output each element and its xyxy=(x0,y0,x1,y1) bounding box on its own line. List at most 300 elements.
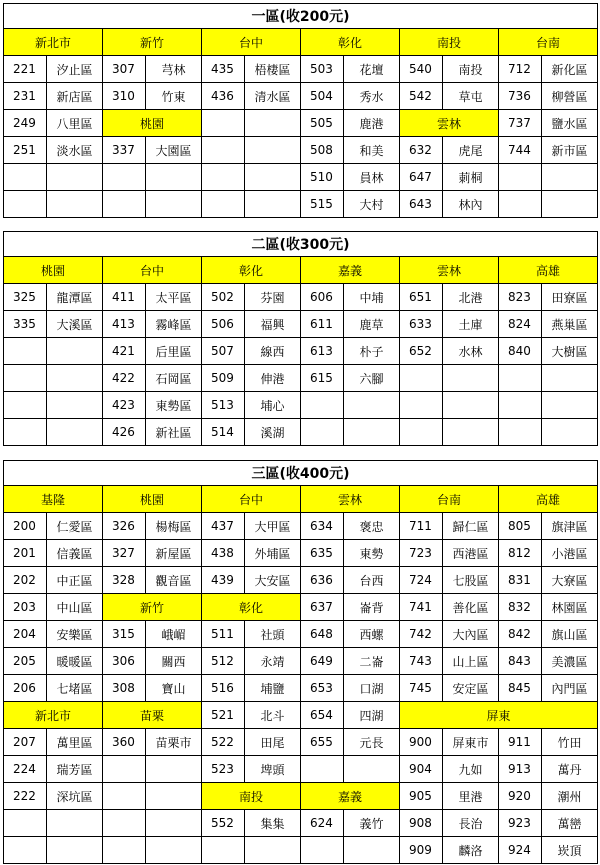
postal-code-cell: 624 xyxy=(301,810,344,837)
postal-code-cell xyxy=(103,164,146,191)
district-name-cell: 太平區 xyxy=(146,284,202,311)
district-name-cell xyxy=(344,419,400,446)
postal-code-cell: 222 xyxy=(4,783,47,810)
postal-code-cell: 723 xyxy=(400,540,443,567)
district-name-cell xyxy=(344,756,400,783)
district-name-cell: 中正區 xyxy=(47,567,103,594)
district-name-cell: 楊梅區 xyxy=(146,513,202,540)
district-name-cell: 屏東市 xyxy=(443,729,499,756)
postal-code-cell: 632 xyxy=(400,137,443,164)
zone-title: 一區(收200元) xyxy=(4,4,598,29)
district-name-cell: 大樹區 xyxy=(542,338,598,365)
district-name-cell: 新店區 xyxy=(47,83,103,110)
district-name-cell xyxy=(542,164,598,191)
postal-code-cell: 712 xyxy=(499,56,542,83)
district-name-cell xyxy=(146,164,202,191)
district-name-cell: 新市區 xyxy=(542,137,598,164)
postal-code-cell xyxy=(4,338,47,365)
postal-code-cell xyxy=(103,191,146,218)
postal-code-cell xyxy=(499,419,542,446)
table-row xyxy=(4,284,598,311)
district-name-cell: 旗津區 xyxy=(542,513,598,540)
district-name-cell: 鹿港 xyxy=(344,110,400,137)
postal-code-cell xyxy=(103,810,146,837)
district-name-cell: 和美 xyxy=(344,137,400,164)
postal-code-cell: 423 xyxy=(103,392,146,419)
city-header: 南投 xyxy=(202,783,301,810)
district-name-cell: 后里區 xyxy=(146,338,202,365)
postal-code-cell: 615 xyxy=(301,365,344,392)
postal-code-cell: 652 xyxy=(400,338,443,365)
postal-code-cell: 923 xyxy=(499,810,542,837)
district-name-cell: 清水區 xyxy=(245,83,301,110)
district-name-cell: 社頭 xyxy=(245,621,301,648)
postal-code-cell: 653 xyxy=(301,675,344,702)
district-name-cell: 里港 xyxy=(443,783,499,810)
district-name-cell: 鹿草 xyxy=(344,311,400,338)
postal-code-cell: 511 xyxy=(202,621,245,648)
district-name-cell: 觀音區 xyxy=(146,567,202,594)
postal-code-cell: 337 xyxy=(103,137,146,164)
postal-code-cell xyxy=(202,164,245,191)
district-name-cell xyxy=(47,164,103,191)
postal-code-cell: 506 xyxy=(202,311,245,338)
city-header: 高雄 xyxy=(499,257,598,284)
city-header: 台中 xyxy=(202,29,301,56)
district-name-cell: 林園區 xyxy=(542,594,598,621)
district-name-cell: 竹田 xyxy=(542,729,598,756)
table-row xyxy=(4,513,598,540)
postal-code-cell: 636 xyxy=(301,567,344,594)
district-name-cell: 安樂區 xyxy=(47,621,103,648)
postal-code-cell: 422 xyxy=(103,365,146,392)
city-header: 台中 xyxy=(103,257,202,284)
district-name-cell: 溪湖 xyxy=(245,419,301,446)
postal-code-cell: 421 xyxy=(103,338,146,365)
district-name-cell xyxy=(47,392,103,419)
district-name-cell: 梧棲區 xyxy=(245,56,301,83)
postal-code-cell: 335 xyxy=(4,311,47,338)
district-name-cell xyxy=(542,365,598,392)
district-name-cell xyxy=(542,392,598,419)
postal-code-cell xyxy=(202,110,245,137)
postal-code-cell: 513 xyxy=(202,392,245,419)
district-name-cell: 麟洛 xyxy=(443,837,499,864)
postal-code-cell xyxy=(499,365,542,392)
district-name-cell: 東勢 xyxy=(344,540,400,567)
postal-code-cell: 649 xyxy=(301,648,344,675)
postal-code-cell: 742 xyxy=(400,621,443,648)
district-name-cell xyxy=(47,419,103,446)
postal-code-cell: 824 xyxy=(499,311,542,338)
table-row xyxy=(4,621,598,648)
district-name-cell xyxy=(146,783,202,810)
postal-code-cell xyxy=(4,837,47,864)
district-name-cell xyxy=(344,392,400,419)
postal-code-cell: 435 xyxy=(202,56,245,83)
postal-code-cell: 504 xyxy=(301,83,344,110)
district-name-cell xyxy=(146,810,202,837)
city-header: 桃園 xyxy=(103,110,202,137)
postal-code-cell: 221 xyxy=(4,56,47,83)
postal-code-cell: 812 xyxy=(499,540,542,567)
district-name-cell: 土庫 xyxy=(443,311,499,338)
district-name-cell xyxy=(146,756,202,783)
postal-code-cell xyxy=(103,837,146,864)
postal-code-cell: 522 xyxy=(202,729,245,756)
district-name-cell: 二崙 xyxy=(344,648,400,675)
district-name-cell: 大內區 xyxy=(443,621,499,648)
city-header: 台南 xyxy=(400,486,499,513)
district-name-cell: 柳營區 xyxy=(542,83,598,110)
postal-code-cell: 736 xyxy=(499,83,542,110)
district-name-cell: 霧峰區 xyxy=(146,311,202,338)
postal-code-cell: 249 xyxy=(4,110,47,137)
postal-code-cell: 437 xyxy=(202,513,245,540)
district-name-cell: 中山區 xyxy=(47,594,103,621)
postal-code-cell: 413 xyxy=(103,311,146,338)
postal-code-cell: 326 xyxy=(103,513,146,540)
district-name-cell: 中埔 xyxy=(344,284,400,311)
district-name-cell: 汐止區 xyxy=(47,56,103,83)
city-header: 苗栗 xyxy=(103,702,202,729)
district-name-cell xyxy=(443,419,499,446)
postal-code-cell: 202 xyxy=(4,567,47,594)
postal-code-cell: 737 xyxy=(499,110,542,137)
postal-code-cell: 251 xyxy=(4,137,47,164)
postal-code-cell: 842 xyxy=(499,621,542,648)
postal-code-cell: 203 xyxy=(4,594,47,621)
postal-code-cell: 328 xyxy=(103,567,146,594)
district-name-cell: 永靖 xyxy=(245,648,301,675)
postal-code-cell: 510 xyxy=(301,164,344,191)
postal-code-cell: 503 xyxy=(301,56,344,83)
district-name-cell xyxy=(47,338,103,365)
district-name-cell: 元長 xyxy=(344,729,400,756)
district-name-cell: 朴子 xyxy=(344,338,400,365)
postal-code-cell: 606 xyxy=(301,284,344,311)
postal-code-cell: 438 xyxy=(202,540,245,567)
postal-code-cell xyxy=(400,392,443,419)
city-header: 新竹 xyxy=(103,29,202,56)
city-header: 桃園 xyxy=(4,257,103,284)
district-name-cell: 水林 xyxy=(443,338,499,365)
city-header: 新竹 xyxy=(103,594,202,621)
postal-code-cell: 310 xyxy=(103,83,146,110)
district-name-cell: 安定區 xyxy=(443,675,499,702)
district-name-cell: 台西 xyxy=(344,567,400,594)
postal-code-cell xyxy=(4,810,47,837)
district-name-cell xyxy=(47,365,103,392)
postal-code-cell: 843 xyxy=(499,648,542,675)
postal-code-cell: 911 xyxy=(499,729,542,756)
district-name-cell: 燕巢區 xyxy=(542,311,598,338)
table-row xyxy=(4,675,598,702)
table-row xyxy=(4,29,598,56)
postal-code-cell: 308 xyxy=(103,675,146,702)
district-name-cell: 萬丹 xyxy=(542,756,598,783)
district-name-cell: 六腳 xyxy=(344,365,400,392)
postal-code-cell: 436 xyxy=(202,83,245,110)
city-header: 台南 xyxy=(499,29,598,56)
city-header: 嘉義 xyxy=(301,257,400,284)
district-name-cell: 竹東 xyxy=(146,83,202,110)
postal-code-cell: 904 xyxy=(400,756,443,783)
district-name-cell: 七堵區 xyxy=(47,675,103,702)
zone-2-table xyxy=(3,231,598,446)
table-row xyxy=(4,164,598,191)
postal-code-cell xyxy=(202,837,245,864)
district-name-cell xyxy=(245,164,301,191)
zone-3-table xyxy=(3,460,598,864)
city-header: 雲林 xyxy=(400,110,499,137)
table-row xyxy=(4,257,598,284)
postal-code-cell xyxy=(4,365,47,392)
table-row xyxy=(4,783,598,810)
postal-code-cell xyxy=(4,419,47,446)
city-header: 台中 xyxy=(202,486,301,513)
city-header: 彰化 xyxy=(202,257,301,284)
postal-code-cell: 633 xyxy=(400,311,443,338)
district-name-cell: 線西 xyxy=(245,338,301,365)
district-name-cell: 暖暖區 xyxy=(47,648,103,675)
table-row xyxy=(4,392,598,419)
city-header: 桃園 xyxy=(103,486,202,513)
postal-code-cell: 523 xyxy=(202,756,245,783)
postal-code-cell: 647 xyxy=(400,164,443,191)
postal-code-cell: 552 xyxy=(202,810,245,837)
district-name-cell: 歸仁區 xyxy=(443,513,499,540)
postal-code-cell: 905 xyxy=(400,783,443,810)
postal-code-cell xyxy=(301,419,344,446)
table-row xyxy=(4,540,598,567)
city-header: 新北市 xyxy=(4,702,103,729)
postal-code-cell: 920 xyxy=(499,783,542,810)
district-name-cell: 北港 xyxy=(443,284,499,311)
city-header: 彰化 xyxy=(301,29,400,56)
district-name-cell: 九如 xyxy=(443,756,499,783)
postal-code-cell: 512 xyxy=(202,648,245,675)
district-name-cell: 七股區 xyxy=(443,567,499,594)
table-row xyxy=(4,83,598,110)
postal-code-cell: 845 xyxy=(499,675,542,702)
district-name-cell: 寶山 xyxy=(146,675,202,702)
district-name-cell: 瑞芳區 xyxy=(47,756,103,783)
postal-code-cell: 724 xyxy=(400,567,443,594)
district-name-cell: 外埔區 xyxy=(245,540,301,567)
table-row xyxy=(4,702,598,729)
postal-code-cell xyxy=(103,756,146,783)
zone-title: 二區(收300元) xyxy=(4,232,598,257)
district-name-cell: 田尾 xyxy=(245,729,301,756)
postal-code-cell xyxy=(301,837,344,864)
district-name-cell: 新社區 xyxy=(146,419,202,446)
city-header: 嘉義 xyxy=(301,783,400,810)
city-header: 屏東 xyxy=(400,702,598,729)
district-name-cell: 秀水 xyxy=(344,83,400,110)
city-header: 基隆 xyxy=(4,486,103,513)
district-name-cell: 大園區 xyxy=(146,137,202,164)
district-name-cell: 大安區 xyxy=(245,567,301,594)
district-name-cell: 口湖 xyxy=(344,675,400,702)
postal-code-cell: 231 xyxy=(4,83,47,110)
postal-code-cell: 507 xyxy=(202,338,245,365)
district-name-cell xyxy=(443,392,499,419)
postal-code-cell: 515 xyxy=(301,191,344,218)
district-name-cell xyxy=(47,837,103,864)
postal-code-cell: 909 xyxy=(400,837,443,864)
postal-code-cell: 206 xyxy=(4,675,47,702)
district-name-cell: 萬里區 xyxy=(47,729,103,756)
city-header: 雲林 xyxy=(301,486,400,513)
district-name-cell: 萬巒 xyxy=(542,810,598,837)
district-name-cell: 伸港 xyxy=(245,365,301,392)
table-row xyxy=(4,338,598,365)
city-header: 高雄 xyxy=(499,486,598,513)
district-name-cell: 東勢區 xyxy=(146,392,202,419)
postal-code-cell: 913 xyxy=(499,756,542,783)
postal-code-cell: 655 xyxy=(301,729,344,756)
postal-code-cell: 426 xyxy=(103,419,146,446)
district-name-cell: 崁頂 xyxy=(542,837,598,864)
district-name-cell: 莿桐 xyxy=(443,164,499,191)
postal-code-cell: 327 xyxy=(103,540,146,567)
district-name-cell: 崙背 xyxy=(344,594,400,621)
district-name-cell: 芎林 xyxy=(146,56,202,83)
postal-code-cell xyxy=(499,191,542,218)
district-name-cell: 旗山區 xyxy=(542,621,598,648)
district-name-cell: 花壇 xyxy=(344,56,400,83)
table-row xyxy=(4,419,598,446)
postal-code-cell xyxy=(400,365,443,392)
district-name-cell: 內門區 xyxy=(542,675,598,702)
postal-code-cell: 505 xyxy=(301,110,344,137)
district-name-cell: 北斗 xyxy=(245,702,301,729)
district-name-cell: 林內 xyxy=(443,191,499,218)
district-name-cell: 大寮區 xyxy=(542,567,598,594)
postal-code-cell: 411 xyxy=(103,284,146,311)
postal-code-cell: 207 xyxy=(4,729,47,756)
postal-code-cell: 924 xyxy=(499,837,542,864)
district-name-cell: 埤頭 xyxy=(245,756,301,783)
postal-code-cell: 744 xyxy=(499,137,542,164)
table-row xyxy=(4,56,598,83)
table-row xyxy=(4,810,598,837)
district-name-cell: 福興 xyxy=(245,311,301,338)
postal-code-cell: 521 xyxy=(202,702,245,729)
district-name-cell: 田寮區 xyxy=(542,284,598,311)
postal-code-cell xyxy=(499,392,542,419)
district-name-cell: 西螺 xyxy=(344,621,400,648)
postal-code-cell: 315 xyxy=(103,621,146,648)
district-name-cell: 苗栗市 xyxy=(146,729,202,756)
postal-code-cell: 832 xyxy=(499,594,542,621)
postal-code-cell: 711 xyxy=(400,513,443,540)
postal-code-cell xyxy=(4,392,47,419)
postal-code-cell: 306 xyxy=(103,648,146,675)
district-name-cell: 潮州 xyxy=(542,783,598,810)
district-name-cell: 淡水區 xyxy=(47,137,103,164)
district-name-cell: 芬園 xyxy=(245,284,301,311)
postal-code-cell: 637 xyxy=(301,594,344,621)
postal-code-cell xyxy=(4,191,47,218)
district-name-cell: 虎尾 xyxy=(443,137,499,164)
postal-code-cell: 516 xyxy=(202,675,245,702)
district-name-cell: 新化區 xyxy=(542,56,598,83)
district-name-cell: 草屯 xyxy=(443,83,499,110)
table-row xyxy=(4,567,598,594)
postal-code-cell: 509 xyxy=(202,365,245,392)
postal-code-cell xyxy=(103,783,146,810)
district-name-cell xyxy=(245,110,301,137)
district-name-cell xyxy=(146,191,202,218)
postal-code-cell xyxy=(301,392,344,419)
postal-code-cell: 502 xyxy=(202,284,245,311)
zone-1-table xyxy=(3,3,598,218)
postal-code-cell: 805 xyxy=(499,513,542,540)
table-row xyxy=(4,486,598,513)
district-name-cell xyxy=(542,191,598,218)
postal-code-cell: 648 xyxy=(301,621,344,648)
postal-code-cell: 307 xyxy=(103,56,146,83)
postal-code-cell: 439 xyxy=(202,567,245,594)
postal-code-cell xyxy=(400,419,443,446)
district-name-cell: 新屋區 xyxy=(146,540,202,567)
table-row xyxy=(4,594,598,621)
district-name-cell: 美濃區 xyxy=(542,648,598,675)
table-row xyxy=(4,137,598,164)
postal-code-cell: 204 xyxy=(4,621,47,648)
district-name-cell: 南投 xyxy=(443,56,499,83)
table-row xyxy=(4,756,598,783)
postal-code-cell xyxy=(499,164,542,191)
postal-code-cell: 360 xyxy=(103,729,146,756)
district-name-cell: 義竹 xyxy=(344,810,400,837)
district-name-cell: 善化區 xyxy=(443,594,499,621)
district-name-cell: 山上區 xyxy=(443,648,499,675)
city-header: 彰化 xyxy=(202,594,301,621)
postal-code-cell: 908 xyxy=(400,810,443,837)
postal-code-cell: 831 xyxy=(499,567,542,594)
district-name-cell: 四湖 xyxy=(344,702,400,729)
district-name-cell: 石岡區 xyxy=(146,365,202,392)
postal-code-cell: 634 xyxy=(301,513,344,540)
district-name-cell: 埔鹽 xyxy=(245,675,301,702)
postal-code-cell: 611 xyxy=(301,311,344,338)
district-name-cell xyxy=(344,837,400,864)
postal-code-cell: 514 xyxy=(202,419,245,446)
district-name-cell: 大甲區 xyxy=(245,513,301,540)
postal-code-cell: 613 xyxy=(301,338,344,365)
postal-code-cell: 840 xyxy=(499,338,542,365)
postal-code-cell: 654 xyxy=(301,702,344,729)
district-name-cell: 小港區 xyxy=(542,540,598,567)
postal-code-cell xyxy=(4,164,47,191)
district-name-cell: 八里區 xyxy=(47,110,103,137)
postal-code-cell: 540 xyxy=(400,56,443,83)
postal-code-cell: 635 xyxy=(301,540,344,567)
district-name-cell: 埔心 xyxy=(245,392,301,419)
district-name-cell: 峨嵋 xyxy=(146,621,202,648)
district-name-cell: 大溪區 xyxy=(47,311,103,338)
district-name-cell: 關西 xyxy=(146,648,202,675)
district-name-cell: 大村 xyxy=(344,191,400,218)
table-row xyxy=(4,311,598,338)
table-row xyxy=(4,365,598,392)
table-row xyxy=(4,648,598,675)
postal-code-cell: 325 xyxy=(4,284,47,311)
postal-code-cell: 200 xyxy=(4,513,47,540)
